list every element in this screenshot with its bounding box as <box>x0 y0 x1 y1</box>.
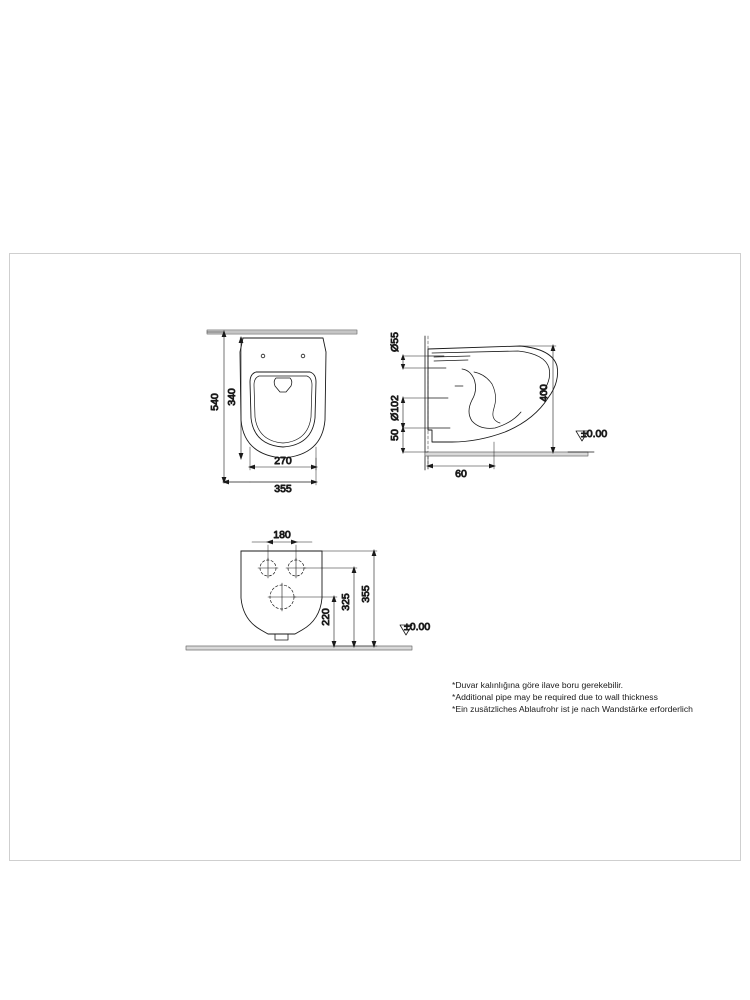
front-view-geometry <box>186 551 412 650</box>
datum-side-label: ±0.00 <box>581 428 608 440</box>
datum-front-label: ±0.00 <box>404 621 431 633</box>
dim-plan-355: 355 <box>274 483 292 495</box>
dim-side-60: 60 <box>455 468 467 480</box>
plan-dimensions <box>207 330 318 485</box>
dim-front-325: 325 <box>340 593 352 611</box>
footnote-de: *Ein zusätzliches Ablaufrohr ist je nach Wandstärke erforderlich <box>452 704 693 715</box>
dim-plan-340: 340 <box>226 388 238 406</box>
dimension-labels <box>209 332 607 633</box>
side-view-geometry <box>425 336 588 470</box>
dim-front-220: 220 <box>320 608 332 626</box>
dim-front-180: 180 <box>273 529 291 541</box>
front-dimensions <box>252 540 412 648</box>
dim-plan-270: 270 <box>274 455 292 467</box>
footnotes <box>452 679 732 716</box>
side-dimensions <box>401 344 594 469</box>
footnote-tr: *Duvar kalınlığına göre ilave boru gerekebilir. <box>452 680 624 690</box>
footnote-en: *Additional pipe may be required due to wall thickness <box>452 692 658 703</box>
dim-side-50: 50 <box>389 429 401 441</box>
dim-side-dia55: Ø55 <box>389 332 401 352</box>
dim-side-400: 400 <box>538 384 550 402</box>
dim-front-355: 355 <box>360 585 372 603</box>
dim-side-dia102: Ø102 <box>389 395 401 421</box>
dim-plan-540: 540 <box>209 393 221 411</box>
